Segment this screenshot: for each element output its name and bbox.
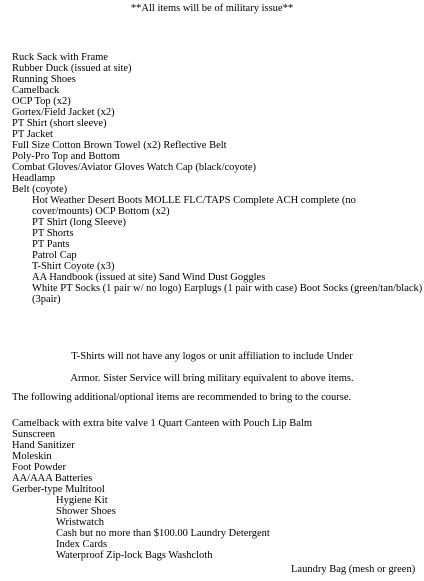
list-item: PT Jacket	[12, 129, 53, 140]
list-item: PT Shorts	[32, 228, 74, 239]
list-item: AA Handbook (issued at site) Sand Wind Dust Goggles	[32, 272, 266, 283]
list-item: PT Pants	[32, 239, 70, 250]
list-item: Moleskin	[12, 451, 52, 462]
list-item: Wristwatch	[56, 517, 104, 528]
list-item: PT Shirt (short sleeve)	[12, 118, 107, 129]
list-item: White PT Socks (1 pair w/ no logo) Earplugs (1 pair with case) Boot Socks (green/tan/black)	[32, 283, 423, 294]
list-item: Shower Shoes	[56, 506, 116, 517]
list-item: Cash but no more than $100.00 Laundry Detergent	[56, 528, 270, 539]
notice-line: Armor. Sister Service will bring military equivalent to above items.	[70, 373, 354, 384]
list-item: Index Cards	[56, 539, 108, 550]
list-item: Camelback with extra bite valve 1 Quart Canteen with Pouch Lip Balm	[12, 418, 313, 429]
list-item: Gortex/Field Jacket (x2)	[12, 107, 115, 118]
list-item: Ruck Sack with Frame	[12, 52, 108, 63]
list-item: Foot Powder	[12, 462, 66, 473]
list-item: Sunscreen	[12, 429, 56, 440]
notice-line: T-Shirts will not have any logos or unit affiliation to include Under	[71, 351, 353, 362]
list-item: T-Shirt Coyote (x3)	[32, 261, 115, 272]
list-item: OCP Top (x2)	[12, 96, 71, 107]
optional-items-intro: The following additional/optional items are recommended to bring to the course.	[12, 392, 352, 403]
list-item: Running Shoes	[12, 74, 76, 85]
list-item: Poly-Pro Top and Bottom	[12, 151, 120, 162]
list-item: Hand Sanitizer	[12, 440, 75, 451]
list-item: Headlamp	[12, 173, 56, 184]
list-item: Camelback	[12, 85, 60, 96]
list-item: (3pair)	[32, 294, 61, 305]
list-item: Full Size Cotton Brown Towel (x2) Reflective Belt	[12, 140, 227, 151]
list-item: Combat Gloves/Aviator Gloves Watch Cap (black/coyote)	[12, 162, 256, 173]
list-item: AA/AAA Batteries	[12, 473, 93, 484]
list-item: Gerber-type Multitool	[12, 484, 105, 495]
list-item: Hygiene Kit	[56, 495, 108, 506]
list-item: Belt (coyote)	[12, 184, 68, 195]
list-item: Hot Weather Desert Boots MOLLE FLC/TAPS Complete ACH complete (no	[32, 195, 356, 206]
list-item: Waterproof Zip-lock Bags Washcloth	[56, 550, 213, 561]
list-item: Patrol Cap	[32, 250, 77, 261]
list-item: PT Shirt (long Sleeve)	[32, 217, 127, 228]
list-item: Rubber Duck (issued at site)	[12, 63, 132, 74]
military-issue-note: **All items will be of military issue**	[130, 3, 294, 14]
list-item: Laundry Bag (mesh or green)	[291, 564, 416, 575]
list-item: cover/mounts) OCP Bottom (x2)	[32, 206, 170, 217]
